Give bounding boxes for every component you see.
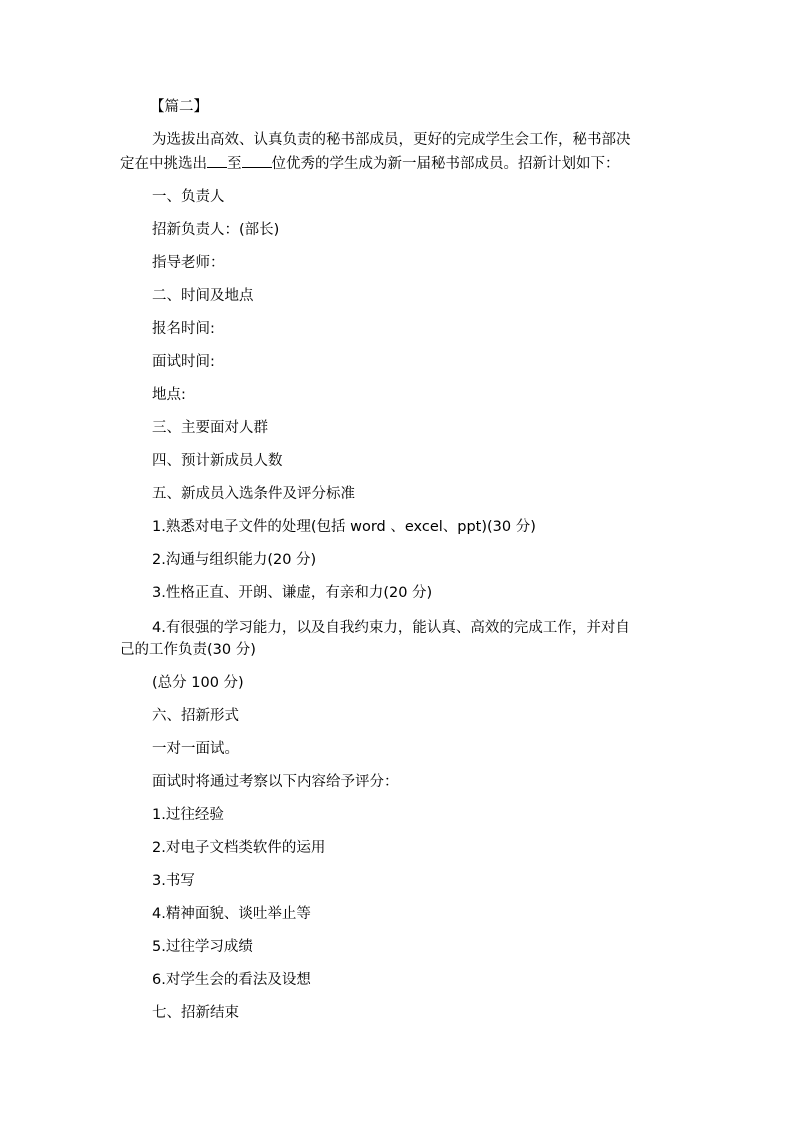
- criteria-item: 3.性格正直、开朗、谦虚，有亲和力(20 分): [152, 585, 433, 601]
- section-heading: 一、负责人: [152, 189, 225, 205]
- text-line: 一对一面试。: [152, 741, 239, 757]
- list-item: 5.过往学习成绩: [152, 939, 253, 955]
- intro-line-2-part-2: 至: [227, 156, 242, 172]
- total-score: (总分 100 分): [152, 675, 244, 691]
- list-item: 6.对学生会的看法及设想: [152, 972, 311, 988]
- section-heading: 四、预计新成员人数: [152, 453, 283, 469]
- criteria-item: 1.熟悉对电子文件的处理(包括 word 、excel、ppt)(30 分): [152, 519, 536, 535]
- blank-underline: [242, 151, 272, 168]
- intro-line-2-part-1: 定在中挑选出: [120, 156, 207, 172]
- list-item: 4.精神面貌、谈吐举止等: [152, 906, 311, 922]
- text-line: 面试时将通过考察以下内容给予评分：: [152, 774, 399, 790]
- intro-line-1-text: 为选拔出高效、认真负责的秘书部成员，更好的完成学生会工作，秘书部决: [152, 132, 631, 148]
- intro-paragraph: [120, 129, 680, 175]
- blank-underline: [207, 151, 227, 168]
- text-line: 指导老师：: [152, 255, 225, 271]
- text-line: 招新负责人：(部长): [152, 222, 280, 238]
- criteria-item: 2.沟通与组织能力(20 分): [152, 552, 317, 568]
- text-line: 报名时间:: [152, 321, 215, 337]
- section-heading: 五、新成员入选条件及评分标准: [152, 486, 355, 502]
- section-heading: 三、主要面对人群: [152, 420, 268, 436]
- text-line: 面试时间:: [152, 354, 215, 370]
- criteria-item-4-line-1: [120, 617, 680, 639]
- list-item: 3.书写: [152, 873, 195, 889]
- criteria-item-4-line-1-text: 4.有很强的学习能力，以及自我约束力，能认真、高效的完成工作，并对自: [152, 620, 630, 636]
- criteria-item-4-line-2: 己的工作负责(30 分): [120, 642, 256, 658]
- section-heading: 六、招新形式: [152, 708, 239, 724]
- intro-line-2-part-3: 位优秀的学生成为新一届秘书部成员。招新计划如下：: [271, 156, 620, 172]
- criteria-item-4: [120, 617, 680, 661]
- section-title: 【篇二】: [150, 99, 208, 115]
- intro-line-2: [120, 151, 680, 175]
- intro-line-1: [120, 129, 680, 151]
- list-item: 2.对电子文档类软件的运用: [152, 840, 326, 856]
- text-line: 地点:: [152, 387, 186, 403]
- section-heading: 二、时间及地点: [152, 288, 254, 304]
- list-item: 1.过往经验: [152, 807, 224, 823]
- section-heading: 七、招新结束: [152, 1005, 239, 1021]
